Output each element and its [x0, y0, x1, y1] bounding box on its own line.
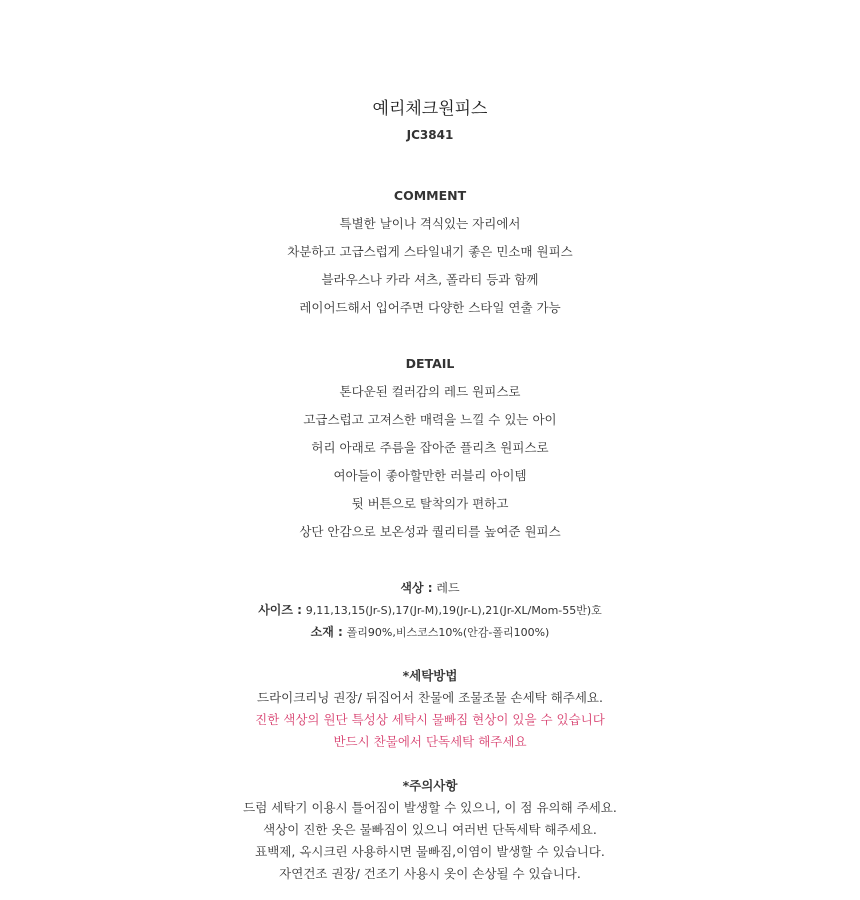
spec-color-value: 레드 [436, 581, 460, 595]
spec-color-label: 색상 : [400, 581, 433, 595]
washing-warning: 진한 색상의 원단 특성상 세탁시 물빠짐 현상이 있을 수 있습니다 [255, 712, 605, 727]
detail-line: 여아들이 좋아할만한 러블리 아이템 [333, 468, 527, 483]
detail-line: 톤다운된 컬러감의 레드 원피스로 [339, 384, 521, 399]
spec-material [0, 623, 860, 642]
washing-instruction: 드라이크리닝 권장/ 뒤집어서 찬물에 조물조물 손세탁 해주세요. [257, 690, 603, 705]
product-code: JC3841 [406, 128, 454, 142]
detail-heading: DETAIL [405, 356, 455, 371]
spec-material-label: 소재 : [310, 625, 343, 639]
comment-heading: COMMENT [393, 188, 467, 203]
caution-line: 색상이 진한 옷은 물빠짐이 있으니 여러번 단독세탁 해주세요. [263, 822, 597, 837]
spec-size-value: 9,11,13,15(Jr-S),17(Jr-M),19(Jr-L),21(Jr-XL/Mom-55반)호 [305, 604, 602, 617]
detail-line: 상단 안감으로 보온성과 퀄리티를 높여준 원피스 [299, 524, 561, 539]
detail-line: 고급스럽고 고져스한 매력을 느낄 수 있는 아이 [303, 412, 557, 427]
washing-heading: *세탁방법 [402, 668, 458, 683]
washing-warning: 반드시 찬물에서 단독세탁 해주세요 [333, 734, 527, 749]
spec-size [0, 601, 860, 620]
caution-line: 드럼 세탁기 이용시 틀어짐이 발생할 수 있으니, 이 점 유의해 주세요. [243, 800, 617, 815]
comment-line: 차분하고 고급스럽게 스타일내기 좋은 민소매 원피스 [287, 244, 573, 259]
comment-line: 특별한 날이나 격식있는 자리에서 [339, 216, 521, 231]
detail-line: 뒷 버튼으로 탈착의가 편하고 [351, 496, 509, 511]
caution-line: 표백제, 옥시크린 사용하시면 물빠짐,이염이 발생할 수 있습니다. [255, 844, 605, 859]
comment-line: 레이어드해서 입어주면 다양한 스타일 연출 가능 [299, 300, 561, 315]
caution-line: 자연건조 권장/ 건조기 사용시 옷이 손상될 수 있습니다. [279, 866, 581, 881]
spec-color [0, 579, 860, 597]
detail-line: 허리 아래로 주름을 잡아준 플리츠 원피스로 [311, 440, 549, 455]
comment-line: 블라우스나 카라 셔츠, 폴라티 등과 함께 [321, 272, 539, 287]
product-title: 예리체크원피스 [372, 99, 488, 119]
spec-size-label: 사이즈 : [258, 603, 302, 617]
spec-material-value: 폴리90%,비스코스10%(안감-폴리100%) [346, 626, 550, 639]
caution-heading: *주의사항 [402, 778, 458, 793]
